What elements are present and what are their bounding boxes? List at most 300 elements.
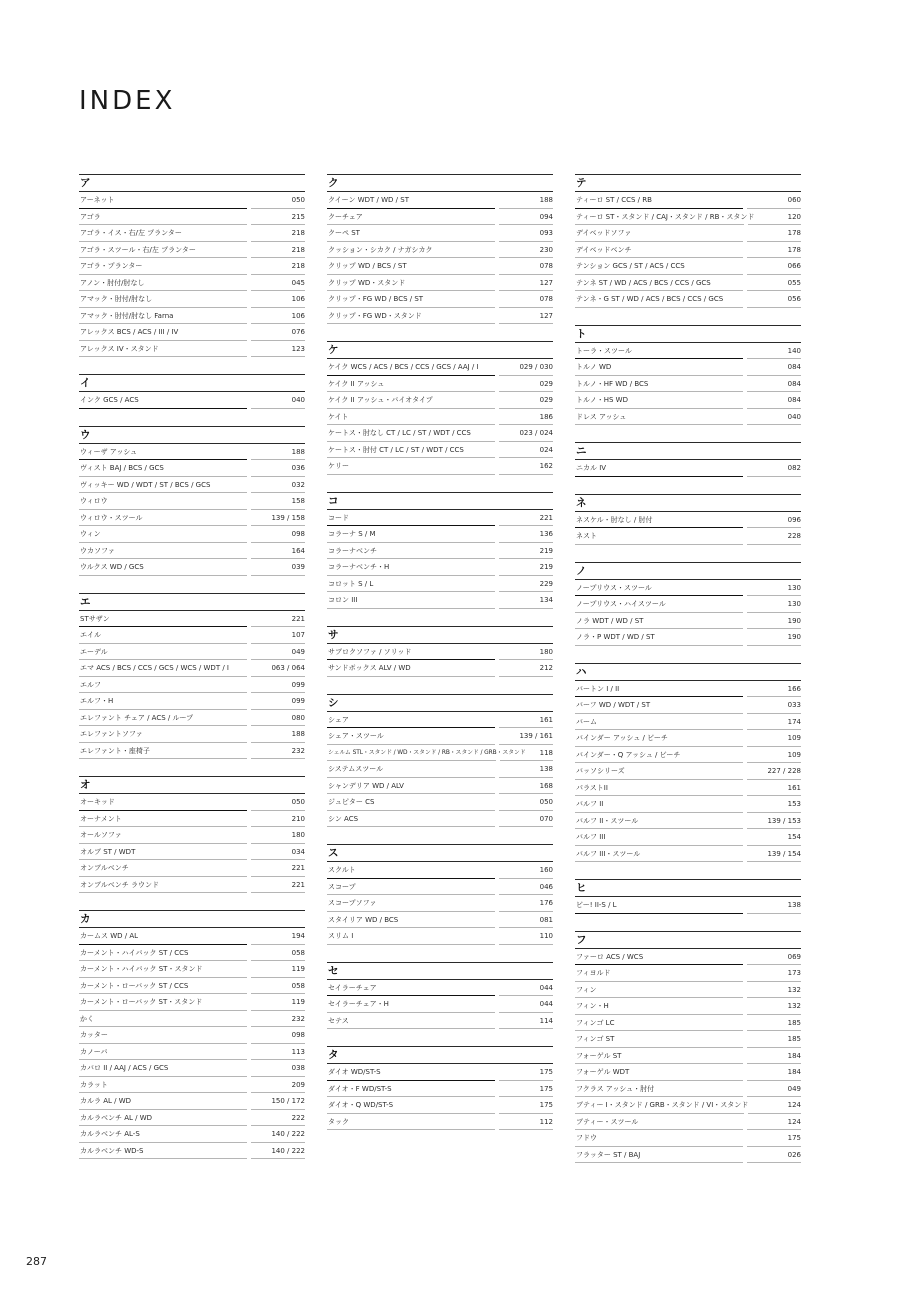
entry-page: 084 [747,376,801,393]
index-entry [575,376,801,393]
entry-name: アゴラ・イス・右/左 プランター [79,225,247,242]
entry-page: 180 [499,644,553,661]
entry-page: 044 [499,980,553,997]
index-entry [79,1093,305,1110]
entry-name: アマック・肘付/肘なし [79,291,247,308]
entry-name: ケートス・肘付 CT / LC / ST / WDT / CCS [327,442,495,459]
entry-page: 175 [499,1081,553,1098]
entry-list [327,359,553,475]
entry-name: シャンデリア WD / ALV [327,778,495,795]
entry-name: ブティー・スツール [575,1114,743,1131]
entry-list [575,949,801,1164]
index-entry [79,341,305,358]
entry-page: 119 [251,994,305,1011]
entry-name: スリム I [327,928,495,945]
index-entry [327,559,553,576]
index-entry [575,192,801,209]
index-entry [79,611,305,628]
entry-list [79,928,305,1159]
index-entry [575,897,801,914]
entry-name: ニカル IV [575,460,743,477]
entry-name: シン ACS [327,811,495,828]
entry-list [575,192,801,308]
section-header: ネ [575,494,801,512]
index-column-2 [327,174,553,1147]
entry-list [327,980,553,1030]
entry-page: 188 [251,726,305,743]
index-entry [79,308,305,325]
section-header: セ [327,962,553,980]
entry-name: カバロ II / AAJ / ACS / GCS [79,1060,247,1077]
index-entry [79,1077,305,1094]
entry-page: 066 [747,258,801,275]
index-entry [79,710,305,727]
entry-page: 050 [499,794,553,811]
entry-page: 082 [747,460,801,477]
index-section [79,776,305,893]
entry-name: バルフ II [575,796,743,813]
entry-list [575,512,801,545]
entry-page: 029 / 030 [499,359,553,376]
entry-page: 174 [747,714,801,731]
index-entry [575,796,801,813]
index-entry [575,681,801,698]
entry-page: 109 [747,747,801,764]
entry-page: 060 [747,192,801,209]
section-header: ニ [575,442,801,460]
index-entry [575,409,801,426]
entry-name: フィンゴ LC [575,1015,743,1032]
entry-name: ウルクス WD / GCS [79,559,247,576]
entry-name: バッソシリーズ [575,763,743,780]
entry-name: サブロクソファ / ソリッド [327,644,495,661]
entry-name: タック [327,1114,495,1131]
index-entry [575,629,801,646]
entry-list [327,862,553,945]
entry-page: 099 [251,693,305,710]
entry-name: サンドボックス ALV / WD [327,660,495,677]
entry-name: アマック・肘付/肘なし Farna [79,308,247,325]
entry-page: 221 [499,510,553,527]
entry-name: バインダー アッシュ / ビーチ [575,730,743,747]
index-entry [575,528,801,545]
entry-page: 139 / 154 [747,846,801,863]
entry-page: 023 / 024 [499,425,553,442]
index-entry [327,409,553,426]
index-section [327,844,553,945]
index-entry [327,895,553,912]
index-entry [575,225,801,242]
entry-name: フラッター ST / BAJ [575,1147,743,1164]
index-entry [79,877,305,894]
index-section [79,374,305,409]
entry-page: 096 [747,512,801,529]
entry-page: 188 [499,192,553,209]
entry-page: 113 [251,1044,305,1061]
entry-name: ビー! II-S / L [575,897,743,914]
entry-page: 166 [747,681,801,698]
section-header: フ [575,931,801,949]
index-section [79,426,305,576]
index-entry [327,392,553,409]
entry-name: ケイク WCS / ACS / BCS / CCS / GCS / AAJ / I [327,359,495,376]
entry-page: 050 [251,192,305,209]
index-section [575,562,801,646]
entry-name: シェア・スツール [327,728,495,745]
index-entry [327,209,553,226]
entry-name: ウカソファ [79,543,247,560]
entry-name: ティーロ ST・スタンド / CAJ・スタンド / RB・スタンド [575,209,744,226]
entry-page: 138 [747,897,801,914]
index-section [575,931,801,1164]
entry-page: 056 [747,291,801,308]
entry-name: ドレス アッシュ [575,409,743,426]
entry-page: 046 [499,879,553,896]
index-entry [575,460,801,477]
entry-name: トルノ・HF WD / BCS [575,376,743,393]
page-title: INDEX [79,86,176,116]
entry-name: オーナメント [79,811,247,828]
index-entry [327,928,553,945]
entry-list [79,392,305,409]
index-entry [327,526,553,543]
section-header: エ [79,593,305,611]
index-entry [79,526,305,543]
entry-list [327,712,553,828]
entry-name: バーム [575,714,743,731]
entry-page: 107 [251,627,305,644]
index-entry [575,1081,801,1098]
entry-page: 044 [499,996,553,1013]
index-entry [327,192,553,209]
index-entry [79,559,305,576]
entry-page: 186 [499,409,553,426]
entry-name: ケイク II アッシュ [327,376,495,393]
entry-page: 033 [747,697,801,714]
entry-page: 185 [747,1015,801,1032]
entry-page: 130 [747,596,801,613]
entry-name: カーメント・ローバック ST・スタンド [79,994,247,1011]
entry-page: 058 [251,945,305,962]
index-entry [327,576,553,593]
section-header: タ [327,1046,553,1064]
entry-page: 136 [499,526,553,543]
entry-page: 118 [500,745,553,762]
entry-name: ノラ WDT / WD / ST [575,613,743,630]
index-section [327,174,553,324]
index-entry [575,209,801,226]
entry-name: ジュピター CS [327,794,495,811]
page-number: 287 [26,1255,47,1268]
entry-name: バーフ WD / WDT / ST [575,697,743,714]
entry-page: 080 [251,710,305,727]
index-entry [327,778,553,795]
entry-page: 098 [251,1027,305,1044]
entry-name: かく [79,1011,247,1028]
entry-name: ケイク II アッシュ・バイオタイプ [327,392,495,409]
index-entry [79,1044,305,1061]
entry-page: 218 [251,225,305,242]
index-entry [575,275,801,292]
entry-name: カラット [79,1077,247,1094]
entry-name: デイベッドベンチ [575,242,743,259]
entry-page: 139 / 153 [747,813,801,830]
section-header: イ [79,374,305,392]
entry-page: 212 [499,660,553,677]
index-entry [327,592,553,609]
entry-page: 127 [499,308,553,325]
entry-name: オルブ ST / WDT [79,844,247,861]
entry-page: 168 [499,778,553,795]
entry-name: コロット S / L [327,576,495,593]
entry-page: 045 [251,275,305,292]
entry-name: セイラーチェア・H [327,996,495,1013]
entry-page: 221 [251,611,305,628]
section-header: ス [327,844,553,862]
index-entry [575,258,801,275]
entry-name: シェルム STL・スタンド / WD・スタンド / RB・スタンド / GRB・スタンド [327,745,496,762]
entry-name: ケートス・肘なし CT / LC / ST / WDT / CCS [327,425,495,442]
index-entry [79,693,305,710]
entry-page: 161 [747,780,801,797]
index-entry [79,1011,305,1028]
index-section [327,694,553,828]
index-section [79,910,305,1159]
index-entry [327,1064,553,1081]
entry-name: シェア [327,712,495,729]
entry-name: インク GCS / ACS [79,392,247,409]
index-entry [79,1027,305,1044]
index-entry [79,994,305,1011]
index-entry [575,359,801,376]
entry-page: 130 [747,580,801,597]
entry-page: 124 [747,1114,801,1131]
index-entry [79,543,305,560]
entry-name: アノン・肘付/肘なし [79,275,247,292]
index-section [575,879,801,914]
entry-page: 218 [251,258,305,275]
index-entry [327,980,553,997]
entry-name: アレックス BCS / ACS / III / IV [79,324,247,341]
entry-page: 127 [499,275,553,292]
entry-name: クリップ・FG WD / BCS / ST [327,291,495,308]
index-entry [79,258,305,275]
entry-name: ケイト [327,409,495,426]
entry-name: コラーナベンチ・H [327,559,495,576]
index-entry [575,780,801,797]
index-entry [79,1110,305,1127]
index-section [327,962,553,1030]
index-entry [79,460,305,477]
index-entry [575,1048,801,1065]
entry-name: オンブルベンチ ラウンド [79,877,247,894]
entry-list [575,681,801,863]
entry-name: ダイオ WD/ST-S [327,1064,495,1081]
entry-page: 178 [747,242,801,259]
index-entry [79,324,305,341]
index-entry [575,596,801,613]
entry-name: カノーバ [79,1044,247,1061]
index-entry [575,242,801,259]
entry-page: 114 [499,1013,553,1030]
entry-name: トルノ・HS WD [575,392,743,409]
entry-list [79,611,305,760]
section-header: ア [79,174,305,192]
index-entry [327,879,553,896]
entry-name: STサザン [79,611,247,628]
index-entry [79,677,305,694]
index-section [79,593,305,760]
index-entry [79,493,305,510]
index-entry [327,1097,553,1114]
entry-page: 158 [251,493,305,510]
entry-page: 229 [499,576,553,593]
entry-name: ウィーザ アッシュ [79,444,247,461]
index-entry [575,982,801,999]
entry-name: ヴィスト BAJ / BCS / GCS [79,460,247,477]
entry-page: 185 [747,1031,801,1048]
entry-page: 120 [748,209,801,226]
index-entry [575,1130,801,1147]
section-header: コ [327,492,553,510]
entry-page: 063 / 064 [251,660,305,677]
entry-name: コード [327,510,495,527]
entry-page: 132 [747,998,801,1015]
entry-page: 215 [251,209,305,226]
entry-name: フォーゲル WDT [575,1064,743,1081]
index-section [575,663,801,863]
entry-page: 081 [499,912,553,929]
index-section [575,325,801,426]
index-entry [575,730,801,747]
index-section [575,442,801,477]
entry-page: 076 [251,324,305,341]
index-entry [79,444,305,461]
index-entry [327,543,553,560]
index-entry [327,1114,553,1131]
entry-name: カッター [79,1027,247,1044]
entry-page: 036 [251,460,305,477]
entry-name: ノープリウス・ハイスツール [575,596,743,613]
index-entry [575,747,801,764]
entry-page: 173 [747,965,801,982]
entry-name: バインダー・Q アッシュ / ビーチ [575,747,743,764]
entry-name: ノラ・P WDT / WD / ST [575,629,743,646]
entry-name: テンション GCS / ST / ACS / CCS [575,258,743,275]
entry-page: 119 [251,961,305,978]
section-header: シ [327,694,553,712]
entry-page: 222 [251,1110,305,1127]
entry-page: 154 [747,829,801,846]
entry-page: 026 [747,1147,801,1164]
entry-list [327,1064,553,1130]
entry-name: アーネット [79,192,247,209]
index-entry [79,392,305,409]
section-header: ヒ [575,879,801,897]
entry-name: エレファント チェア / ACS / ループ [79,710,247,727]
entry-page: 139 / 161 [499,728,553,745]
entry-name: エルフ・H [79,693,247,710]
entry-name: オンブルベンチ [79,860,247,877]
entry-name: クイーン WDT / WD / ST [327,192,495,209]
entry-page: 084 [747,359,801,376]
entry-page: 184 [747,1048,801,1065]
entry-page: 209 [251,1077,305,1094]
entry-page: 040 [251,392,305,409]
index-entry [575,949,801,966]
entry-name: カーメント・ローバック ST / CCS [79,978,247,995]
entry-page: 055 [747,275,801,292]
section-header: テ [575,174,801,192]
entry-name: エレファント・座椅子 [79,743,247,760]
index-section [327,341,553,475]
entry-page: 123 [251,341,305,358]
entry-page: 190 [747,629,801,646]
index-entry [327,225,553,242]
entry-page: 210 [251,811,305,828]
entry-name: ヴィッキー WD / WDT / ST / BCS / GCS [79,477,247,494]
index-entry [79,242,305,259]
entry-page: 232 [251,1011,305,1028]
entry-page: 038 [251,1060,305,1077]
entry-name: フドウ [575,1130,743,1147]
index-entry [575,343,801,360]
entry-name: ティーロ ST / CCS / RB [575,192,743,209]
entry-page: 184 [747,1064,801,1081]
entry-name: ダイオ・F WD/ST-S [327,1081,495,1098]
entry-page: 110 [499,928,553,945]
entry-name: オーキッド [79,794,247,811]
entry-list [575,460,801,477]
entry-page: 134 [499,592,553,609]
entry-name: スタイリア WD / BCS [327,912,495,929]
entry-page: 098 [251,526,305,543]
entry-name: バートン I / II [575,681,743,698]
entry-name: クーチェア [327,209,495,226]
index-entry [327,1081,553,1098]
entry-page: 093 [499,225,553,242]
index-entry [327,712,553,729]
entry-name: ファーロ ACS / WCS [575,949,743,966]
entry-page: 050 [251,794,305,811]
index-entry [575,1015,801,1032]
index-entry [79,743,305,760]
entry-name: クリップ・FG WD・スタンド [327,308,495,325]
entry-page: 150 / 172 [251,1093,305,1110]
entry-name: クッション・シカク / ナガシカク [327,242,495,259]
index-entry [575,763,801,780]
index-entry [575,1097,801,1114]
index-entry [79,660,305,677]
index-entry [79,275,305,292]
entry-name: ケリー [327,458,495,475]
entry-name: フィヨルド [575,965,743,982]
entry-name: カームス WD / AL [79,928,247,945]
index-column-3 [575,174,801,1180]
entry-name: アレックス IV・スタンド [79,341,247,358]
index-entry [327,242,553,259]
index-entry [79,827,305,844]
index-entry [327,442,553,459]
index-entry [327,308,553,325]
index-entry [79,291,305,308]
section-header: ウ [79,426,305,444]
entry-name: フィンゴ ST [575,1031,743,1048]
entry-name: スコープソファ [327,895,495,912]
entry-list [327,510,553,609]
entry-name: エイル [79,627,247,644]
index-entry [79,726,305,743]
